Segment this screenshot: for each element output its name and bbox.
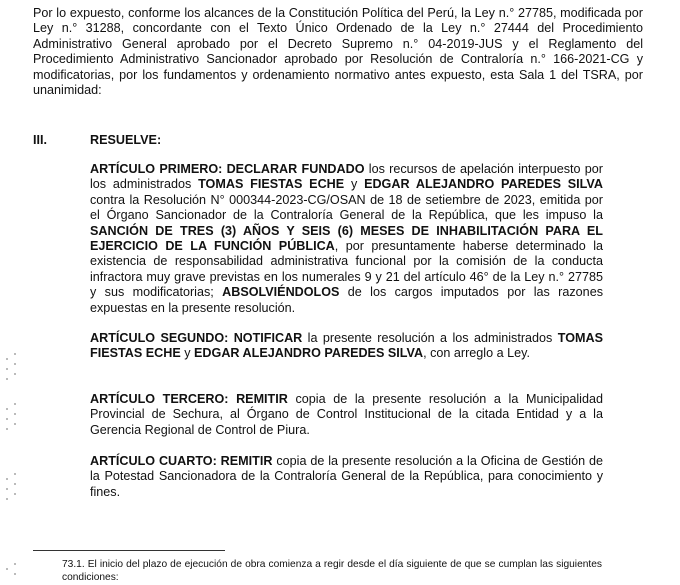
binding-holes-mark xyxy=(6,400,20,433)
article-fourth-label: ARTÍCULO CUARTO: REMITIR xyxy=(90,454,273,468)
article-third xyxy=(90,392,603,438)
article-first-text-5: de los cargos imputados por las razones expuestas en la presente resolución. xyxy=(90,285,603,315)
article-fourth-text-1: copia de la presente resolución a la Oficina de Gestión de la Potestad Sancionadora de la Contraloría General de la República, para conocimiento y fines. xyxy=(90,454,603,499)
article-second-label: ARTÍCULO SEGUNDO: NOTIFICAR xyxy=(90,331,303,345)
article-fourth xyxy=(90,454,603,500)
article-second-name-1: TOMAS FIESTAS ECHE xyxy=(90,331,603,361)
article-first xyxy=(90,162,603,316)
article-second-text-3: , con arreglo a Ley. xyxy=(423,346,530,361)
article-first-label: ARTÍCULO PRIMERO: DECLARAR FUNDADO xyxy=(90,162,365,176)
article-second-text-1: la presente resolución a los administrados xyxy=(302,331,558,345)
intro-paragraph: Por lo expuesto, conforme los alcances de la Constitución Política del Perú, la Ley n.° 27785, modificada por Ley n.° 31288, concordante con el Texto Único Ordenado de la Ley n.° 27444 del Procedimiento Administrativo General aprobado por el Decreto Supremo n.° 04-2019-JUS y el Reglamento del Procedimiento Administrativo Sancionador aprobado por Resolución de Contraloría n.° 166-2021-CG y modificatorias, por los fundamentos y ordenamiento normativo antes expuesto, esta Sala 1 del TSRA, por unanimidad: xyxy=(33,6,643,98)
article-first-name-1: TOMAS FIESTAS ECHE xyxy=(198,177,345,192)
article-first-text-3: contra la Resolución N° 000344-2023-CG/OSAN de 18 de setiembre de 2023, emitida por el Órgano Sancionador de la Contraloría General de la República, que les impuso la xyxy=(90,192,603,223)
article-first-absolve: ABSOLVIÉNDOLOS xyxy=(222,285,340,300)
article-third-label: ARTÍCULO TERCERO: REMITIR xyxy=(90,392,288,406)
section-number: III. xyxy=(33,133,47,147)
footnote-text: 73.1. El inicio del plazo de ejecución de obra comienza a regir desde el día siguiente de que se cumplan las siguientes condiciones: xyxy=(62,559,602,583)
article-first-text-1: los recursos de apelación interpuesto por los administrados xyxy=(90,162,603,192)
article-first-text-4: , por presuntamente haberse determinado la existencia de responsabilidad administrativa funcional por la comisión de la conducta infractora muy grave previstas en los numerales 9 y 21 del artículo 46° de la Ley n.° 27785 y sus modificatorias; xyxy=(90,239,603,300)
binding-holes-mark xyxy=(6,350,20,383)
article-first-text-2: y xyxy=(344,177,365,192)
binding-holes-mark xyxy=(6,470,20,503)
article-second xyxy=(90,331,603,362)
footnote-divider xyxy=(33,550,225,551)
binding-holes-mark xyxy=(6,560,20,578)
article-second-text-2: y xyxy=(180,346,195,361)
article-first-sanction: SANCIÓN DE TRES (3) AÑOS Y SEIS (6) MESES DE INHABILITACIÓN PARA EL EJERCICIO DE LA FUNCIÓN PÚBLICA xyxy=(90,223,603,254)
article-third-text-1: copia de la presente resolución a la Municipalidad Provincial de Sechura, al Órgano de Control Institucional de la citada Entidad y a la Gerencia Regional de Control de Piura. xyxy=(90,392,603,437)
section-title: RESUELVE: xyxy=(90,133,162,147)
article-second-name-2: EDGAR ALEJANDRO PAREDES SILVA xyxy=(194,346,424,361)
article-first-name-2: EDGAR ALEJANDRO PAREDES SILVA xyxy=(364,177,603,192)
